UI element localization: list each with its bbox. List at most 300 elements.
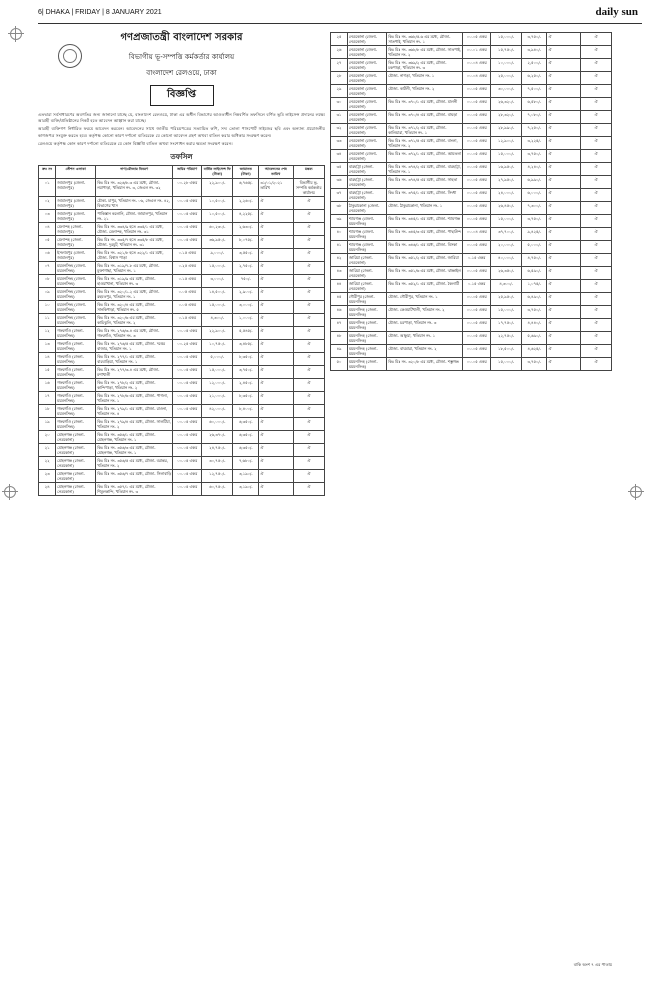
cell-remark: ঐ bbox=[293, 379, 325, 392]
cell-no: ২১ bbox=[39, 444, 56, 457]
cell-area: ০০.০৫ একর bbox=[173, 418, 202, 431]
cell-area: ০.১৫ একর bbox=[173, 314, 202, 327]
cell-fee: ২৬,৩৭০/- bbox=[202, 431, 233, 444]
cell-no: ৪০ bbox=[331, 228, 348, 241]
cell-remark: ঐ bbox=[293, 197, 325, 210]
cell-fee: ৯,০০০/- bbox=[202, 249, 233, 262]
cell-area: ০.১৫ একর bbox=[173, 249, 202, 262]
cell-station: জারিয়া (জেলা- নেত্রকোনা) bbox=[347, 280, 386, 293]
cell-no: ০৩ bbox=[39, 210, 56, 223]
cell-area: ০০.০১ একর bbox=[463, 46, 491, 59]
cell-remark: ঐ bbox=[581, 85, 612, 98]
government-seal-icon bbox=[58, 44, 82, 68]
cell-date: ঐ bbox=[547, 215, 581, 228]
cell-dep: ৩,৭৫০/- bbox=[522, 215, 547, 228]
cell-station: মোহনগঞ্জ (জেলা- নেত্রকোনা) bbox=[56, 470, 96, 483]
cell-date: ঐ bbox=[259, 379, 293, 392]
cell-date: ৩১/০১/২০২১ তারিখ bbox=[259, 179, 293, 197]
cell-fee: ২০,০০০/- bbox=[491, 241, 522, 254]
cell-station: ময়মনসিংহ (জেলা- ময়মনসিংহ) bbox=[56, 262, 96, 275]
cell-dep: ৩,০০০/- bbox=[233, 301, 259, 314]
cell-remark: ঐ bbox=[293, 431, 325, 444]
cell-dep: ৬,৩৫০/- bbox=[233, 431, 259, 444]
cell-no: ১৫ bbox=[39, 366, 56, 379]
cell-station: ময়মনসিংহ (জেলা- ময়মনসিংহ) bbox=[56, 275, 96, 288]
cell-fee: ৬০,৭৫০/- bbox=[202, 483, 233, 496]
cell-date: ঐ bbox=[259, 392, 293, 405]
table-row bbox=[331, 33, 612, 46]
cell-fee: ২৮,৩২০/- bbox=[491, 111, 522, 124]
table-row bbox=[39, 301, 325, 314]
cell-station: মোহনগঞ্জ (জেলা- নেত্রকোনা) bbox=[56, 444, 96, 457]
table-row bbox=[331, 332, 612, 345]
cell-desc: কিঃ মিঃ নং- ৩৭১/২ এর মধ্যে, মৌজা- কালিয়ারা, খতিয়ান নং- ১ bbox=[387, 124, 463, 137]
cell-dep: ৬,২৫০/- bbox=[522, 72, 547, 85]
cell-fee: ১০,৭৫০/- bbox=[202, 340, 233, 353]
cell-remark: ঐ bbox=[581, 163, 612, 176]
cell-desc: কিঃ মিঃ নং- ২৭৭/১ এর মধ্যে, মৌজা- বারবাড়িয়া, খতিয়ান নং- ১ bbox=[96, 353, 173, 366]
cell-date: ঐ bbox=[547, 345, 581, 358]
cell-fee: ২১,০০০/- bbox=[202, 392, 233, 405]
cell-station: ময়মনসিংহ (জেলা- ময়মনসিংহ) bbox=[347, 306, 386, 319]
cell-dep: ৬,৯৯০/- bbox=[522, 176, 547, 189]
table-row bbox=[331, 163, 612, 176]
cell-fee: ২৫,০০০/- bbox=[491, 72, 522, 85]
cell-no: ১১ bbox=[39, 314, 56, 327]
table-row bbox=[331, 202, 612, 215]
cell-date: ঐ bbox=[547, 85, 581, 98]
table-row bbox=[39, 470, 325, 483]
cell-remark: ঐ bbox=[581, 345, 612, 358]
cell-desc: কিঃ মিঃ নং- ৩৭৪/২ এর মধ্যে, মৌজা- বারহাট্টা, খতিয়ান নং- ১ bbox=[388, 164, 461, 174]
cell-no: ২৬ bbox=[331, 46, 348, 59]
cell-no: ৪৭ bbox=[331, 319, 348, 332]
office-name: বিভাগীয় ভূ-সম্পত্তি কর্মকর্তার কার্যালয় bbox=[128, 53, 235, 61]
cell-dep: ৪,৭৫০/- bbox=[522, 254, 547, 267]
cell-fee: ৫,০০০/- bbox=[202, 353, 233, 366]
cell-station: ময়মনসিংহ (জেলা- ময়মনসিংহ) bbox=[347, 319, 386, 332]
cell-remark: ঐ bbox=[581, 267, 612, 280]
cell-no: ৪৯ bbox=[331, 345, 348, 358]
table-row bbox=[39, 340, 325, 353]
cell-fee: ১৮,৫০০/- bbox=[491, 345, 522, 358]
cell-remark: ঐ bbox=[293, 405, 325, 418]
cell-area: ০০.০৫ একর bbox=[173, 197, 202, 210]
cell-fee: ১২,০০০/- bbox=[202, 379, 233, 392]
cell-date: ঐ bbox=[259, 470, 293, 483]
cell-dep: ৭,৩০০/- bbox=[522, 202, 547, 215]
cell-no: ১৬ bbox=[39, 379, 56, 392]
cell-station: গফরগাঁও (জেলা- ময়মনসিংহ) bbox=[56, 392, 96, 405]
cell-date: ঐ bbox=[547, 33, 581, 46]
cell-dep: ৭,২৫০/- bbox=[522, 124, 547, 137]
cell-area: ০০.০৫ একর bbox=[463, 267, 491, 280]
cell-desc: কিঃ মিঃ নং- ৩২৬/৮-৩ এর মধ্যে, মৌজা- নয়াপাড়া, খতিয়ান নং- ৩, জেএল নং- ৩২ bbox=[96, 179, 173, 197]
cell-date: ঐ bbox=[547, 280, 581, 293]
cell-station: মোহনগঞ্জ (জেলা- নেত্রকোনা) bbox=[56, 457, 96, 470]
cell-no: ৪৩ bbox=[331, 267, 348, 280]
registration-mark-left-middle bbox=[4, 486, 16, 498]
table-row bbox=[39, 392, 325, 405]
organization-name: বাংলাদেশ রেলওয়ে, ঢাকা bbox=[146, 69, 217, 77]
cell-dep: ৩,৭৫০/- bbox=[233, 366, 259, 379]
cell-date: ঐ bbox=[259, 236, 293, 249]
cell-station: বারহাট্টা (জেলা- নেত্রকোনা) bbox=[347, 176, 386, 189]
cell-remark: ঐ bbox=[293, 301, 325, 314]
cell-area: ০০.০৫ একর bbox=[173, 431, 202, 444]
cell-station: গফরগাঁও (জেলা- ময়মনসিংহ) bbox=[56, 418, 96, 431]
masthead-logo: daily sun bbox=[595, 6, 638, 18]
cell-no: ৩০ bbox=[331, 98, 348, 111]
cell-remark: ঐ bbox=[293, 457, 325, 470]
cell-date: ঐ bbox=[547, 137, 581, 150]
table-row bbox=[331, 345, 612, 358]
cell-desc: কিঃ মিঃ নং- ৩২০/৮ এর মধ্যে, মৌজা- শম্ভুগঞ্জ bbox=[387, 358, 463, 371]
table-row bbox=[39, 418, 325, 431]
government-title: গণপ্রজাতন্ত্রী বাংলাদেশ সরকার bbox=[120, 32, 243, 43]
cell-no: ৪২ bbox=[331, 254, 348, 267]
cell-no: ১০ bbox=[39, 301, 56, 314]
cell-no: ৩২ bbox=[331, 124, 348, 137]
cell-no: ২৫ bbox=[331, 33, 348, 46]
cell-dep: ১,০০০/- bbox=[233, 314, 259, 327]
cell-area: ০০.০৫ একর bbox=[173, 353, 202, 366]
table-row bbox=[39, 457, 325, 470]
cell-no: ২৪ bbox=[39, 483, 56, 496]
cell-remark: ঐ bbox=[293, 210, 325, 223]
cell-dep: ৭,০৮০/- bbox=[522, 111, 547, 124]
cell-desc: কিঃ মিঃ নং- ২৭৮/৬ এর মধ্যে, মৌজা- পাগলা, খতিয়ান নং- ১ bbox=[96, 392, 173, 405]
cell-remark: ঐ bbox=[581, 111, 612, 124]
cell-remark: ঐ bbox=[293, 483, 325, 496]
cell-dep: ৩,১৯০/- bbox=[233, 470, 259, 483]
cell-fee: ১৬,৯৫০/- bbox=[491, 163, 522, 176]
cell-dep: ৭,৬৮০/- bbox=[233, 457, 259, 470]
cell-dep: ৪,৪৪০/- bbox=[522, 319, 547, 332]
cell-date: ঐ bbox=[259, 340, 293, 353]
cell-station: গফরগাঁও (জেলা- ময়মনসিংহ) bbox=[56, 340, 96, 353]
cell-area: ০০.০৫ একর bbox=[173, 392, 202, 405]
cell-desc: মৌজা- নাগড়া, খতিয়ান নং- ১ bbox=[387, 72, 463, 85]
cell-desc: কিঃ মিঃ নং- ২৭৯/৪ এর মধ্যে, মৌজা- সালটিয়া, খতিয়ান নং- ২ bbox=[96, 418, 173, 431]
cell-fee: ১২,৯০০/- bbox=[491, 137, 522, 150]
table-row bbox=[39, 483, 325, 496]
cell-fee: ৩০,৭৫০/- bbox=[202, 457, 233, 470]
cell-date: ঐ bbox=[259, 301, 293, 314]
notice-label: বিজ্ঞপ্তি bbox=[150, 85, 214, 106]
cell-no: ০৭ bbox=[39, 262, 56, 275]
cell-station: ঠাকুরাকোনা (জেলা- নেত্রকোনা) bbox=[347, 202, 386, 215]
cell-no: ৩৬ bbox=[331, 176, 348, 189]
cell-date: ঐ bbox=[259, 288, 293, 301]
cell-desc: মৌজা- কাটলী, খতিয়ান নং- ২ bbox=[387, 85, 463, 98]
cell-area: ০০.০৫ একর bbox=[463, 85, 491, 98]
cell-no: ৪৮ bbox=[331, 332, 348, 345]
cell-fee: ২৪,০০০/- bbox=[491, 189, 522, 202]
cell-date: ঐ bbox=[547, 293, 581, 306]
cell-fee: ২৬,৩৫০/- bbox=[491, 267, 522, 280]
cell-desc: মৌজা- বাঘমারা, খতিয়ান নং- ২ bbox=[387, 345, 463, 358]
cell-fee: ১৫,০০০/- bbox=[491, 150, 522, 163]
cell-date: ঐ bbox=[259, 457, 293, 470]
cell-area: ০০.০৫ একর bbox=[173, 366, 202, 379]
cell-remark: ঐ bbox=[581, 332, 612, 345]
cell-dep: ৫,৫৪৫/- bbox=[233, 327, 259, 340]
cell-dep: ৫,০০০/- bbox=[522, 241, 547, 254]
cell-remark: ঐ bbox=[293, 249, 325, 262]
cell-desc: কিঃ মিঃ নং- ৩২০/৪ এর মধ্যে, মৌজা- সানকিপাড়া, খতিয়ান নং- ৫ bbox=[96, 301, 173, 314]
table-row bbox=[331, 111, 612, 124]
cell-remark: ঐ bbox=[293, 340, 325, 353]
cell-desc: কিঃ মিঃ নং- ৩৭০/১ এর মধ্যে, মৌজা- মালনী bbox=[387, 98, 463, 111]
cell-area: ০.১৫ একর bbox=[173, 275, 202, 288]
table-row bbox=[39, 314, 325, 327]
cell-no: ২০ bbox=[39, 431, 56, 444]
masthead-rule bbox=[38, 23, 642, 24]
cell-area: ০০.০৫ একর bbox=[463, 345, 491, 358]
masthead bbox=[8, 6, 642, 28]
table-row bbox=[331, 59, 612, 72]
cell-remark: ঐ bbox=[581, 293, 612, 306]
cell-fee: ২৪,৭৫০/- bbox=[202, 444, 233, 457]
cell-station: বারহাট্টা (জেলা- নেত্রকোনা) bbox=[347, 189, 386, 202]
cell-area: ০০.০৫ একর bbox=[173, 405, 202, 418]
cell-desc: কিঃ মিঃ নং- ৩৪৫/৩ এর মধ্যে, মৌজা- পাছাউন্দ bbox=[387, 228, 463, 241]
cell-dep: ২,৫০০/- bbox=[522, 59, 547, 72]
cell-date: ঐ bbox=[547, 98, 581, 111]
table-row bbox=[331, 267, 612, 280]
cell-desc: পাকিস্তান কলোনি, মৌজা- জামালপুর, খতিয়ান নং- ২১ bbox=[96, 210, 173, 223]
cell-no: ০৯ bbox=[39, 288, 56, 301]
cell-dep: ২,৯০০/- bbox=[233, 288, 259, 301]
cell-no: ৩৯ bbox=[331, 215, 348, 228]
table-row bbox=[39, 197, 325, 210]
cell-no: ৩১ bbox=[331, 111, 348, 124]
cell-dep: ৬,৪৯০/- bbox=[522, 293, 547, 306]
cell-date: ঐ bbox=[547, 358, 581, 371]
cell-date: ঐ bbox=[259, 314, 293, 327]
cell-desc: কিঃ মিঃ নং- ৩৩৪/৯ হতে ৩৩৫/১ এর মধ্যে, মৌজা- মেলান্দহ, খতিয়ান নং- ৩১ bbox=[96, 223, 173, 236]
cell-station: নেত্রকোনা (জেলা- নেত্রকোনা) bbox=[347, 46, 386, 59]
cell-no: ০৪ bbox=[39, 223, 56, 236]
cell-area: ০০.০৫ একর bbox=[463, 176, 491, 189]
cell-date: ঐ bbox=[547, 306, 581, 319]
cell-fee: ২৮,৯৯০/- bbox=[491, 124, 522, 137]
cell-desc: মৌজা- কেওয়াটখালী, খতিয়ান নং- ২ bbox=[387, 306, 463, 319]
cell-remark: ঐ bbox=[581, 202, 612, 215]
cell-dep: ২,৬৩০/- bbox=[233, 223, 259, 236]
cell-date: ঐ bbox=[259, 405, 293, 418]
cell-desc: কিঃ মিঃ নং- ৩১৯/৭-৮ এর মধ্যে, মৌজা- মুক্তাগাছা, খতিয়ান নং- ১ bbox=[96, 262, 173, 275]
cell-date: ঐ bbox=[259, 210, 293, 223]
cell-no: ৩৩ bbox=[331, 137, 348, 150]
cell-remark: ঐ bbox=[293, 327, 325, 340]
cell-area: ০০.০৫ একর bbox=[463, 241, 491, 254]
cell-fee: ২৬,৩২০/- bbox=[491, 98, 522, 111]
cell-no: ২২ bbox=[39, 457, 56, 470]
cell-area: ০০.০৫ একর bbox=[463, 98, 491, 111]
cell-date: ঐ bbox=[259, 444, 293, 457]
cell-station: জামালপুর (জেলা- জামালপুর) bbox=[56, 210, 96, 223]
cell-desc: চৌকা- চাপুর, খতিয়ান নং- ০৬, জেএল নং- ৪২, বিভাগের খাস bbox=[96, 197, 173, 210]
table-row bbox=[331, 228, 612, 241]
cell-no: ৩৮ bbox=[331, 202, 348, 215]
cell-station: গৌরীপুর (জেলা- ময়মনসিংহ) bbox=[347, 293, 386, 306]
cell-desc: কিঃ মিঃ নং- ৩৬৮/৫-৬ এর মধ্যে, মৌজা- সাতপাই, খতিয়ান নং- ১ bbox=[387, 33, 463, 46]
header-station: স্টেশন এলাকা bbox=[56, 166, 96, 179]
table-row bbox=[331, 124, 612, 137]
cell-fee: ৪,৩০০/- bbox=[202, 314, 233, 327]
cell-desc: মৌজা- গৌরীপুর, খতিয়ান নং- ১ bbox=[387, 293, 463, 306]
cell-desc: কিঃ মিঃ নং- ৩৬৮/৮ এর মধ্যে, মৌজা- সাতপাই, খতিয়ান নং- ২ bbox=[388, 47, 462, 57]
cell-date: ঐ bbox=[547, 59, 581, 72]
notice-body bbox=[38, 112, 325, 147]
cell-dep: ৮,৩৫০/- bbox=[233, 392, 259, 405]
header-serial: ক্রঃ নং bbox=[39, 166, 56, 179]
cell-dep: ৬,৫৯০/- bbox=[522, 267, 547, 280]
cell-fee: ১০,৫০০/- bbox=[202, 197, 233, 210]
cell-no: ২৯ bbox=[331, 85, 348, 98]
cell-station: নেত্রকোনা (জেলা- নেত্রকোনা) bbox=[347, 59, 386, 72]
cell-no: ০৫ bbox=[39, 236, 56, 249]
cell-date: ঐ bbox=[259, 366, 293, 379]
cell-area: ০০.০৫ একর bbox=[173, 236, 202, 249]
table-row bbox=[331, 72, 612, 85]
table-row bbox=[331, 254, 612, 267]
table-header-row bbox=[39, 166, 325, 179]
cell-dep: ৪,২২৫/- bbox=[233, 210, 259, 223]
cell-fee: ২২,৯০০/- bbox=[202, 327, 233, 340]
table-row bbox=[331, 215, 612, 228]
cell-date: ঐ bbox=[547, 202, 581, 215]
cell-dep: ৮,০৭৫/- bbox=[233, 236, 259, 249]
cell-no: ১৯ bbox=[39, 418, 56, 431]
cell-remark: ঐ bbox=[581, 280, 612, 293]
cell-desc: কিঃ মিঃ নং- ৩৫৭/১ এর মধ্যে, মৌজা- শিমুলকান্দি, খতিয়ান নং- ৩ bbox=[96, 483, 173, 496]
cell-remark: ঐ bbox=[293, 366, 325, 379]
cell-desc: কিঃ মিঃ নং- ৩২১/৮ হতে ৩২২/১ এর মধ্যে, মৌজা- বিশ্বাস পাড়া bbox=[96, 249, 173, 262]
cell-station: শ্যামগঞ্জ (জেলা- ময়মনসিংহ) bbox=[347, 241, 386, 254]
table-row bbox=[39, 288, 325, 301]
cell-fee: ১৭,৭৫০/- bbox=[491, 319, 522, 332]
cell-remark: ঐ bbox=[293, 236, 325, 249]
cell-dep: ৩,২২৫/- bbox=[522, 137, 547, 150]
cell-fee: ২৭,৯৫০/- bbox=[491, 176, 522, 189]
cell-station: মোহনগঞ্জ (জেলা- নেত্রকোনা) bbox=[56, 483, 96, 496]
cell-fee: ৪০,০০০/- bbox=[491, 254, 522, 267]
cell-station: নেত্রকোনা (জেলা- নেত্রকোনা) bbox=[347, 111, 386, 124]
cell-remark: ঐ bbox=[293, 314, 325, 327]
cell-date: ঐ bbox=[547, 267, 581, 280]
cell-remark: ঐ bbox=[293, 470, 325, 483]
cell-desc: কিঃ মিঃ নং- ৩২০/১-২ এর মধ্যে, মৌজা- রহমতপুর, খতিয়ান নং- ১ bbox=[96, 288, 173, 301]
cell-area: ০০.০৫ একর bbox=[463, 319, 491, 332]
cell-station: ময়মনসিংহ (জেলা- ময়মনসিংহ) bbox=[56, 314, 96, 327]
cell-area: ০০.০৪ একর bbox=[463, 59, 491, 72]
cell-fee: ১০,০০০/- bbox=[491, 59, 522, 72]
cell-no: ৪৬ bbox=[331, 306, 348, 319]
table-row bbox=[39, 366, 325, 379]
schedule-table-left bbox=[38, 165, 325, 496]
notice-paragraph: রেলওয়ে কর্তৃপক্ষ কোন কারণ দর্শানো ব্যতিরেকে যে কোন বিজ্ঞপ্তি বাতিল অথবা সংশোধন করার ক্ষমতা সংরক্ষণ করেন। bbox=[38, 140, 233, 146]
cell-fee: ৩০,০০০/- bbox=[491, 85, 522, 98]
cell-dep: ২,২৬০/- bbox=[233, 197, 259, 210]
cell-area: ০০.০৫ একর bbox=[463, 111, 491, 124]
cell-area: ০০.০৫ একর bbox=[173, 457, 202, 470]
cell-no: ১৮ bbox=[39, 405, 56, 418]
cell-fee: ২৬,৪৫০/- bbox=[491, 202, 522, 215]
cell-fee: ১৫,০০০/- bbox=[491, 33, 522, 46]
cell-area: ০.০৫ একর bbox=[173, 288, 202, 301]
table-row bbox=[39, 262, 325, 275]
cell-dep: ৩,৪৮৫/- bbox=[233, 340, 259, 353]
cell-no: ৩৫ bbox=[331, 163, 348, 176]
table-row bbox=[39, 275, 325, 288]
cell-area: ০০.০৫ একর bbox=[463, 202, 491, 215]
cell-fee: ১৫,০০০/- bbox=[202, 262, 233, 275]
cell-fee: ১৫,০০০/- bbox=[491, 215, 522, 228]
table-row bbox=[331, 98, 612, 111]
cell-station: বারহাট্টা (জেলা- নেত্রকোনা) bbox=[347, 163, 386, 176]
header-area: জমির পরিমাণ bbox=[173, 166, 202, 179]
cell-no: ৪৫ bbox=[331, 293, 348, 306]
table-row bbox=[331, 358, 612, 371]
cell-area: ০০.০৫ একর bbox=[463, 124, 491, 137]
cell-remark: ঐ bbox=[581, 176, 612, 189]
cell-fee: ৬০,২৩০/- bbox=[202, 223, 233, 236]
cell-dep: ৯,৪২৫/- bbox=[522, 228, 547, 241]
cell-remark: ঐ bbox=[581, 254, 612, 267]
cell-area: ০০.০৫ একর bbox=[463, 33, 491, 46]
cell-fee: ৩,০০০/- bbox=[202, 275, 233, 288]
cell-dep: ৬,৫৮০/- bbox=[522, 98, 547, 111]
table-row bbox=[39, 179, 325, 197]
table-row bbox=[39, 353, 325, 366]
cell-date: ঐ bbox=[547, 241, 581, 254]
cell-desc: মৌজা- চরপাড়া, খতিয়ান নং- ৩ bbox=[387, 319, 463, 332]
cell-dep: ৫,৬৯০/- bbox=[522, 332, 547, 345]
cell-date: ঐ bbox=[547, 254, 581, 267]
cell-no: ৫০ bbox=[331, 358, 348, 371]
cell-area: ০০.০৫ একর bbox=[173, 210, 202, 223]
cell-fee: ২২,৯০০/- bbox=[202, 179, 233, 197]
cell-remark: ঐ bbox=[581, 46, 612, 59]
cell-remark: ঐ bbox=[581, 306, 612, 319]
cell-date: ঐ bbox=[259, 262, 293, 275]
cell-fee: ৪,৩০০/- bbox=[491, 280, 522, 293]
cell-station: নেত্রকোনা (জেলা- নেত্রকোনা) bbox=[347, 124, 386, 137]
cell-desc: কিঃ মিঃ নং- ৩৭২/১ এর মধ্যে, মৌজা- আমতলা bbox=[387, 150, 463, 163]
cell-date: ঐ bbox=[547, 176, 581, 189]
cell-remark: ঐ bbox=[581, 137, 612, 150]
cell-fee: ১০,৫০০/- bbox=[202, 210, 233, 223]
cell-fee: ৩৬,৯৫০/- bbox=[202, 236, 233, 249]
cell-no: ২৭ bbox=[331, 59, 348, 72]
cell-area: ০০.২৫ একর bbox=[173, 340, 202, 353]
header-deadline: আবেদনের শেষ তারিখ bbox=[259, 166, 293, 179]
cell-remark: ঐ bbox=[581, 319, 612, 332]
cell-station: মেলান্দহ (জেলা- জামালপুর) bbox=[56, 223, 96, 236]
cell-dep: ৩,৫৫০/- bbox=[233, 249, 259, 262]
cell-fee: ১৫,০০০/- bbox=[491, 358, 522, 371]
cell-station: নেত্রকোনা (জেলা- নেত্রকোনা) bbox=[347, 137, 386, 150]
cell-area: ০০.০৫ একর bbox=[463, 150, 491, 163]
cell-station: ময়মনসিংহ (জেলা- ময়মনসিংহ) bbox=[347, 345, 386, 358]
cell-fee: ৬০,০০০/- bbox=[202, 418, 233, 431]
table-row bbox=[331, 241, 612, 254]
cell-station: নেত্রকোনা (জেলা- নেত্রকোনা) bbox=[347, 98, 386, 111]
cell-remark: ঐ bbox=[293, 444, 325, 457]
